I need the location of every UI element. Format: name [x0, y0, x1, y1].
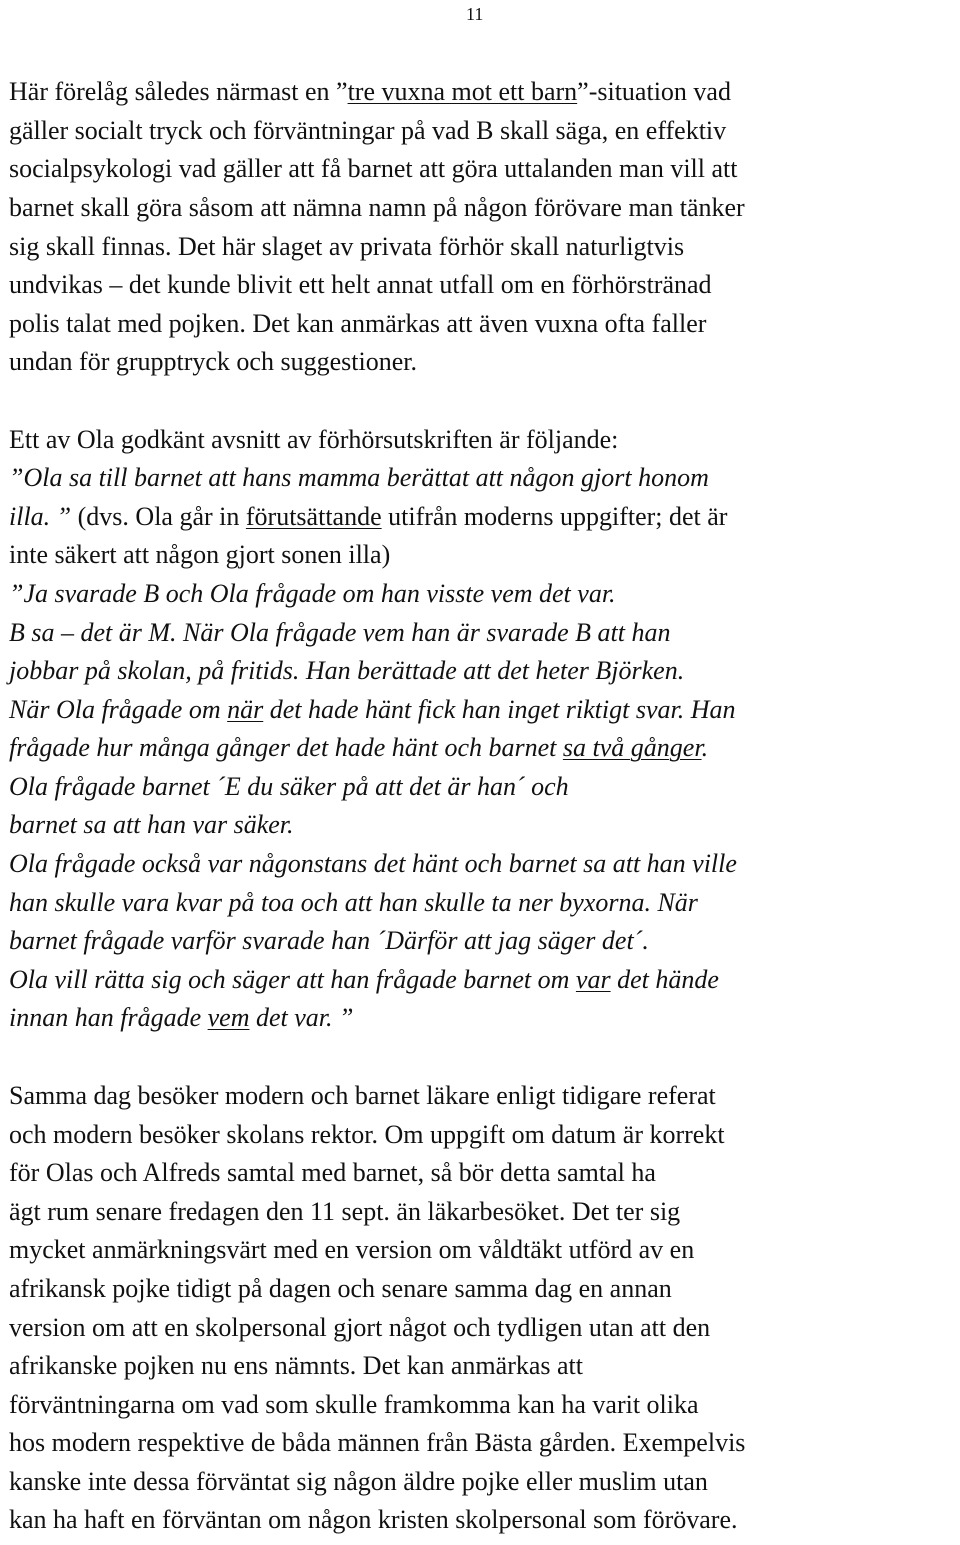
quote-line [9, 695, 736, 725]
text-run: utifrån moderns uppgifter; det är [381, 502, 728, 531]
quote-line [9, 1003, 353, 1033]
text-line: förväntningarna om vad som skulle framkomma kan ha varit olika [9, 1390, 699, 1419]
text-line: för Olas och Alfreds samtal med barnet, så bör detta samtal ha [9, 1158, 656, 1187]
text-run: Här förelåg således närmast en ” [9, 77, 348, 106]
quote-line: ”Ola sa till barnet att hans mamma berättat att någon gjort honom [9, 463, 709, 492]
quote-line: han skulle vara kvar på toa och att han skulle ta ner byxorna. När [9, 888, 698, 917]
text-line: socialpsykologi vad gäller att få barnet att göra uttalanden man vill att [9, 154, 738, 183]
quote-line: ”Ja svarade B och Ola frågade om han visste vem det var. [9, 579, 616, 608]
text-line: och modern besöker skolans rektor. Om uppgift om datum är korrekt [9, 1120, 725, 1149]
text-run: Ola vill rätta sig och säger att han frågade barnet om [9, 965, 576, 994]
quote-line [9, 733, 708, 763]
text-run: det var. ” [249, 1003, 354, 1032]
text-run: innan han frågade [9, 1003, 208, 1032]
text-line [9, 77, 731, 107]
text-run: ”-situation vad [577, 77, 731, 106]
page-number: 11 [466, 4, 484, 24]
text-run: (dvs. Ola går in [71, 502, 246, 531]
quote-line: Ola frågade barnet ´E du säker på att det är han´ och [9, 772, 569, 801]
text-line: Samma dag besöker modern och barnet läkare enligt tidigare referat [9, 1081, 716, 1110]
quote-text: illa. ” [9, 502, 72, 531]
quote-line: barnet sa att han var säker. [9, 810, 294, 839]
underlined-text: när [227, 695, 264, 724]
text-line: version om att en skolpersonal gjort något och tydligen utan att den [9, 1313, 711, 1342]
text-line: kan ha haft en förväntan om någon kristen skolpersonal som förövare. [9, 1505, 738, 1534]
text-line: afrikanske pojken nu ens nämnts. Det kan anmärkas att [9, 1351, 583, 1380]
text-line: undvikas – det kunde blivit ett helt annat utfall om en förhörstränad [9, 270, 712, 299]
text-line: ägt rum senare fredagen den 11 sept. än läkarbesöket. Det ter sig [9, 1197, 681, 1226]
quote-line: barnet frågade varför svarade han ´Därför att jag säger det´. [9, 926, 649, 955]
text-run: . [701, 733, 709, 762]
underlined-text: förutsättande [245, 502, 382, 531]
quote-line [9, 965, 719, 995]
quote-line: Ola frågade också var någonstans det hänt och barnet sa att han ville [9, 849, 737, 878]
text-line: inte säkert att någon gjort sonen illa) [9, 540, 391, 569]
text-run: frågade hur många gånger det hade hänt och barnet [9, 733, 563, 762]
text-run: När Ola frågade om [9, 695, 228, 724]
text-line: undan för grupptryck och suggestioner. [9, 347, 417, 376]
underlined-text: var [575, 965, 611, 994]
text-run: det hade hänt fick han inget riktigt svar. Han [263, 695, 736, 724]
text-line: Ett av Ola godkänt avsnitt av förhörsutskriften är följande: [9, 425, 619, 454]
quote-line: jobbar på skolan, på fritids. Han berättade att det heter Björken. [9, 656, 685, 685]
underlined-text: tre vuxna mot ett barn [347, 77, 578, 106]
text-line: sig skall finnas. Det här slaget av privata förhör skall naturligtvis [9, 232, 685, 261]
underlined-text: vem [207, 1003, 250, 1032]
underlined-text: sa två gånger [562, 733, 702, 762]
quote-line: B sa – det är M. När Ola frågade vem han är svarade B att han [9, 618, 671, 647]
text-line: mycket anmärkningsvärt med en version om våldtäkt utförd av en [9, 1235, 695, 1264]
text-run: det hände [610, 965, 719, 994]
text-line: kanske inte dessa förväntat sig någon äldre pojke eller muslim utan [9, 1467, 708, 1496]
text-line: barnet skall göra såsom att nämna namn på någon förövare man tänker [9, 193, 745, 222]
text-line: polis talat med pojken. Det kan anmärkas att även vuxna ofta faller [9, 309, 707, 338]
text-line: afrikansk pojke tidigt på dagen och senare samma dag en annan [9, 1274, 672, 1303]
text-line: hos modern respektive de båda männen från Bästa gården. Exempelvis [9, 1428, 746, 1457]
text-line: gäller socialt tryck och förväntningar på vad B skall säga, en effektiv [9, 116, 727, 145]
text-line [9, 502, 727, 532]
